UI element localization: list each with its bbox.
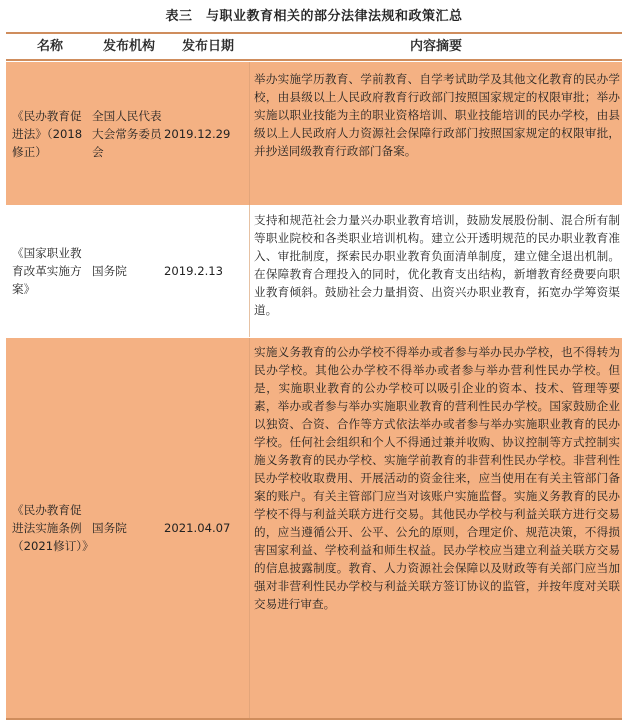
row-name: 《民办教育促进法实施条例（2021修订）》 (12, 503, 94, 553)
table-title: 表三 与职业教育相关的部分法律法规和政策汇总 (165, 9, 463, 24)
row-summary: 支持和规范社会力量兴办职业教育培训，鼓励发展股份制、混合所有制等职业院校和各类职业培训机构。建立公开透明规范的民办职业教育准入、审批制度，探索民办职业教育负面清单制度，建立健全退出机制。在保障教育合理投入的同时，优化教育支出结构，新增教育经费要向职业教育倾斜。鼓励社会力量捐资、出资兴办职业教育，拓宽办学筹资渠道。 (254, 213, 620, 317)
header-name: 名称 (36, 39, 63, 54)
top-rule (6, 32, 622, 34)
row-summary: 举办实施学历教育、学前教育、自学考试助学及其他文化教育的民办学校，由县级以上人民政府教育行政部门按照国家规定的权限审批；举办实施以职业技能为主的职业资格培训、职业技能培训的民办学校，由县级以上人民政府人力资源社会保障行政部门按照国家规定的权限审批，并抄送同级教育行政部门备案。 (254, 72, 620, 158)
row-name: 《国家职业教育改革实施方案》 (12, 246, 82, 296)
table-row (6, 338, 622, 718)
row-summary: 实施义务教育的公办学校不得举办或者参与举办民办学校，也不得转为民办学校。其他公办学校不得举办或者参与举办营利性民办学校。但是，实施职业教育的公办学校可以吸引企业的资本、技术、管理等要素，举办或者参与举办实施职业教育的营利性民办学校。国家鼓励企业以独资、合资、合作等方式依法举办或者参与举办实施职业教育的民办学校。任何社会组织和个人不得通过兼并收购、协议控制等方式控制实施义务教育的民办学校、实施学前教育的非营利性民办学校。非营利性民办学校收取费用、开展活动的资金往来，应当使用在有关主管部门备案的账户。有关主管部门应当对该账户实施监督。实施义务教育的民办学校不得与利益关联方进行交易。其他民办学校与利益关联方进行交易的，应当遵循公开、公平、公允的原则，合理定价、规范决策，不得损害国家利益、学校利益和师生权益。民办学校应当建立利益关联方交易的信息披露制度。教育、人力资源社会保障以及财政等有关部门应当加强对非营利性民办学校与利益关联方签订协议的监管，并按年度对关联交易进行审查。 (254, 345, 620, 611)
table-header (6, 36, 622, 58)
column-divider (249, 62, 250, 205)
row-org: 国务院 (92, 521, 127, 535)
row-org: 国务院 (92, 264, 127, 278)
header-date: 发布日期 (181, 39, 234, 54)
bottom-rule (6, 718, 622, 720)
header-org: 发布机构 (102, 39, 155, 54)
column-divider (249, 205, 250, 337)
header-summary: 内容摘要 (409, 39, 462, 54)
column-divider (249, 338, 250, 718)
row-date: 2019.12.29 (164, 126, 231, 141)
row-date: 2021.04.07 (164, 521, 231, 535)
table-row (6, 62, 622, 205)
table-row (6, 205, 622, 337)
header-rule (6, 59, 622, 61)
row-date: 2019.2.13 (164, 264, 224, 278)
row-org: 全国人民代表大会常务委员会 (92, 108, 162, 159)
row-name: 《民办教育促进法》（2018修正） (12, 108, 83, 159)
